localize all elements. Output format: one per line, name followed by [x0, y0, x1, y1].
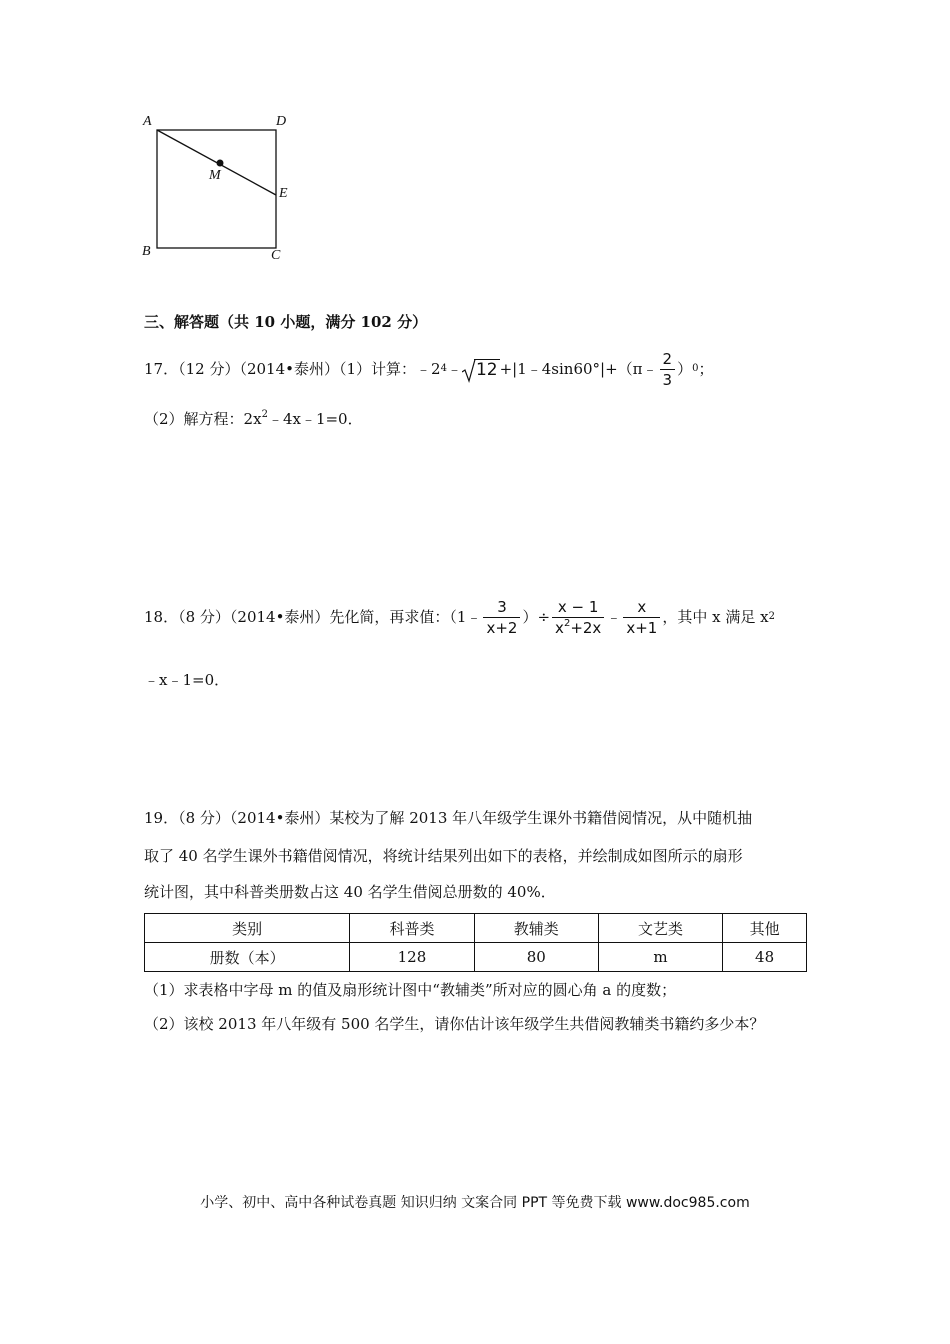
q17-frac-den: 3 — [662, 370, 673, 389]
table-header-row — [145, 914, 807, 943]
q17-fraction — [660, 350, 676, 389]
q17-part2-tail: ﹣4x﹣1=0． — [267, 410, 363, 428]
label-b: B — [142, 244, 151, 259]
q18-f3-den: x+1 — [626, 618, 658, 637]
q18-fraction-3 — [623, 598, 660, 637]
q18-minus: ﹣ — [606, 608, 622, 626]
question-17: 17．（12 分）（2014•泰州）（1）计算：﹣2 4 ﹣ 12 +|1﹣4sin60°|+（π﹣ $\frac{2}{3}$ ） 0 ； — [144, 349, 714, 389]
label-a: A — [143, 114, 152, 129]
table-cell: 48 — [723, 943, 807, 972]
question-19-sub1: （1）求表格中字母 m 的值及扇形统计图中“教辅类”所对应的圆心角 a 的度数； — [144, 981, 677, 999]
question-19-line3: 统计图，其中科普类册数占这 40 名学生借阅总册数的 40%． — [144, 883, 556, 901]
question-18-line2: ﹣x﹣1=0． — [144, 671, 230, 689]
q18-f2-num: x − 1 — [552, 598, 604, 618]
point-m — [217, 160, 224, 167]
question-18: 18．（8 分）（2014•泰州）先化简，再求值：（1﹣ $\frac{3}{x+2}$ ）÷ $\frac{x - 1}{x^2+2x}$ ﹣ $\frac{x}{x+1}$ ，其中 x 满足 x 2 — [144, 597, 775, 637]
table-row — [145, 943, 807, 972]
label-m: M — [209, 168, 221, 183]
stats-table — [144, 913, 807, 972]
label-e: E — [279, 186, 288, 201]
q18-div: ）÷ — [522, 608, 551, 626]
question-19-line2: 取了 40 名学生课外书籍借阅情况，将统计结果列出如下的表格，并绘制成如图所示的扇形 — [144, 847, 743, 865]
q17-part2-head: （2）解方程：2x — [144, 410, 262, 428]
table-cell: 80 — [474, 943, 598, 972]
page-footer: 小学、初中、高中各种试卷真题 知识归纳 文案合同 PPT 等免费下载 www.doc985.com — [200, 1195, 750, 1211]
section-heading: 三、解答题（共 10 小题，满分 102 分） — [144, 313, 428, 331]
table-cell: m — [598, 943, 722, 972]
segment-ae — [157, 130, 276, 195]
q17-radicand: 12 — [475, 359, 498, 380]
q18-fraction-1 — [483, 598, 520, 637]
q17-mid: +|1﹣4sin60°|+（π﹣ — [499, 360, 658, 378]
table-header-cell: 教辅类 — [474, 914, 598, 943]
table-cell: 128 — [350, 943, 474, 972]
q17-minus: ﹣ — [446, 360, 462, 378]
q17-paren-close: ） — [677, 360, 693, 378]
q18-f2-den-tail: +2x — [570, 618, 602, 637]
table-cell: 册数（本） — [145, 943, 350, 972]
q17-semicolon: ； — [698, 360, 714, 378]
label-d: D — [276, 114, 287, 129]
q18-f3-num: x — [623, 598, 660, 618]
q17-sqrt — [462, 359, 500, 380]
question-17-part2 — [144, 409, 363, 429]
q18-head: 18．（8 分）（2014•泰州）先化简，再求值：（1﹣ — [144, 608, 482, 626]
square-abcd — [157, 130, 276, 248]
q18-f2-den-exp: 2 — [563, 617, 571, 629]
q17-part2-exp: 2 — [261, 409, 268, 420]
table-header-cell: 科普类 — [350, 914, 474, 943]
q18-tail: ，其中 x 满足 x — [662, 608, 769, 626]
q18-f1-den: x+2 — [486, 618, 518, 637]
table-header-cell: 文艺类 — [598, 914, 722, 943]
q17-frac-num: 2 — [660, 350, 676, 370]
q18-f1-num: 3 — [483, 598, 520, 618]
q17-head: 17．（12 分）（2014•泰州）（1）计算：﹣2 — [144, 360, 441, 378]
table-header-cell: 其他 — [723, 914, 807, 943]
question-19-sub2: （2）该校 2013 年八年级有 500 名学生，请你估计该年级学生共借阅教辅类书籍约多少本？ — [144, 1015, 765, 1033]
q18-fraction-2 — [552, 598, 604, 637]
label-c: C — [271, 248, 281, 263]
q18-f2-den-base: x — [555, 618, 564, 637]
q18-f2-den — [552, 618, 604, 637]
question-19-line1: 19．（8 分）（2014•泰州）某校为了解 2013 年八年级学生课外书籍借阅情况，从中随机抽 — [144, 809, 753, 827]
table-header-cell: 类别 — [145, 914, 350, 943]
